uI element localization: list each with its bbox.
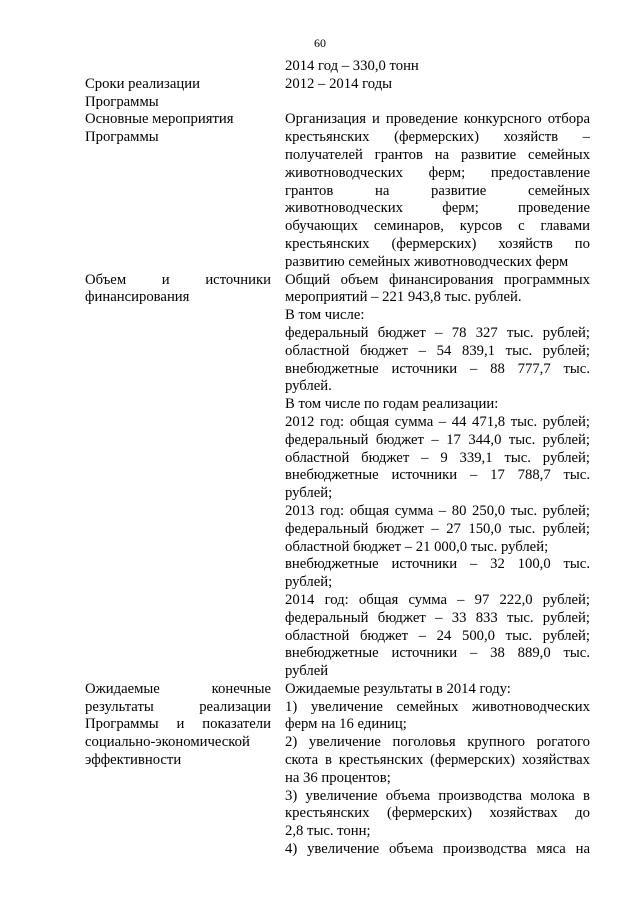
table-row	[85, 58, 590, 76]
row-label-cell	[85, 681, 271, 859]
row-label-cell	[85, 111, 271, 271]
row-value-cell	[285, 111, 590, 271]
row-label-cell	[85, 58, 271, 76]
value-line: животноводческих ферм; предоставление	[285, 164, 590, 181]
value-line: рублей	[285, 663, 329, 680]
value-line: Общий объем финансирования программных	[285, 271, 590, 288]
value-line: 2012 год: общая сумма – 44 471,8 тыс. рублей;	[285, 413, 590, 430]
page-number: 60	[314, 36, 326, 50]
label-line: Программы	[85, 93, 159, 110]
value-line: областной бюджет – 21 000,0 тыс. рублей;	[285, 538, 549, 555]
value-line: Ожидаемые результаты в 2014 году:	[285, 680, 511, 697]
value-line: 2013 год: общая сумма – 80 250,0 тыс. рублей;	[285, 502, 590, 519]
value-line: внебюджетные источники – 88 777,7 тыс.	[285, 360, 590, 377]
value-line: крестьянских (фермерских) хозяйств по	[285, 235, 590, 252]
value-line: рублей.	[285, 378, 332, 395]
value-line: рублей;	[285, 485, 333, 502]
label-line: Ожидаемые конечные	[85, 680, 271, 697]
value-line: ферм на 16 единиц;	[285, 716, 407, 733]
value-line: грантов на развитие семейных	[285, 182, 590, 199]
table-row	[85, 681, 590, 859]
value-line: на 36 процентов;	[285, 769, 391, 786]
value-line: 3) увеличение объема производства молока в	[285, 787, 590, 804]
value-line: получателей грантов на развитие семейных	[285, 146, 590, 163]
label-line: социально-экономической	[85, 734, 250, 751]
value-line: Организация и проведение конкурсного отбора	[285, 111, 590, 128]
table-row	[85, 76, 590, 112]
value-line: рублей;	[285, 574, 333, 591]
label-line: результаты реализации	[85, 698, 271, 715]
value-line: 2014 год – 330,0 тонн	[285, 58, 419, 74]
row-value-cell	[285, 681, 590, 859]
value-line: 2) увеличение поголовья крупного рогатого	[285, 734, 590, 751]
value-line: скота в крестьянских (фермерских) хозяйствах	[285, 752, 590, 769]
row-value-cell	[285, 272, 590, 681]
label-line: Основные мероприятия	[85, 111, 234, 128]
label-line: эффективности	[85, 752, 182, 769]
value-line: 2014 год: общая сумма – 97 222,0 рублей;	[285, 591, 590, 608]
row-label-cell	[85, 272, 271, 681]
value-line: В том числе по годам реализации:	[285, 396, 499, 413]
label-line: финансирования	[85, 289, 190, 306]
table-row	[85, 111, 590, 271]
program-passport-table	[85, 58, 590, 859]
value-line: 4) увеличение объема производства мяса на	[285, 841, 590, 858]
label-line: Программы и показатели	[85, 716, 271, 733]
value-line: крестьянских (фермерских) хозяйств –	[285, 129, 590, 146]
value-line: мероприятий – 221 943,8 тыс. рублей.	[285, 289, 522, 306]
value-line: внебюджетные источники – 32 100,0 тыс.	[285, 556, 590, 573]
value-line: обучающих семинаров, курсов с главами	[285, 218, 590, 235]
row-value-cell	[285, 58, 590, 76]
row-label-cell	[85, 76, 271, 112]
value-line: федеральный бюджет – 17 344,0 тыс. рублей;	[285, 431, 590, 448]
label-line: Программы	[85, 129, 159, 146]
value-line: развитию семейных животноводческих ферм	[285, 253, 569, 270]
value-line: федеральный бюджет – 27 150,0 тыс. рублей;	[285, 520, 590, 537]
value-line: крестьянских (фермерских) хозяйствах до	[285, 805, 590, 822]
value-line: областной бюджет – 9 339,1 тыс. рублей;	[285, 449, 590, 466]
value-line: 1) увеличение семейных животноводческих	[285, 698, 590, 715]
value-line: федеральный бюджет – 78 327 тыс. рублей;	[285, 324, 590, 341]
value-line: областной бюджет – 54 839,1 тыс. рублей;	[285, 342, 590, 359]
value-line: федеральный бюджет – 33 833 тыс. рублей;	[285, 609, 590, 626]
value-line: внебюджетные источники – 17 788,7 тыс.	[285, 467, 590, 484]
value-line: 2,8 тыс. тонн;	[285, 823, 371, 840]
row-value-cell	[285, 76, 590, 112]
value-line: В том числе:	[285, 307, 365, 324]
value-line: 2012 – 2014 годы	[285, 75, 393, 92]
label-line: Сроки реализации	[85, 75, 200, 92]
value-line: областной бюджет – 24 500,0 тыс. рублей;	[285, 627, 590, 644]
label-line: Объем и источники	[85, 271, 271, 288]
value-line: животноводческих ферм; проведение	[285, 200, 590, 217]
table-row	[85, 272, 590, 681]
value-line: внебюджетные источники – 38 889,0 тыс.	[285, 645, 590, 662]
